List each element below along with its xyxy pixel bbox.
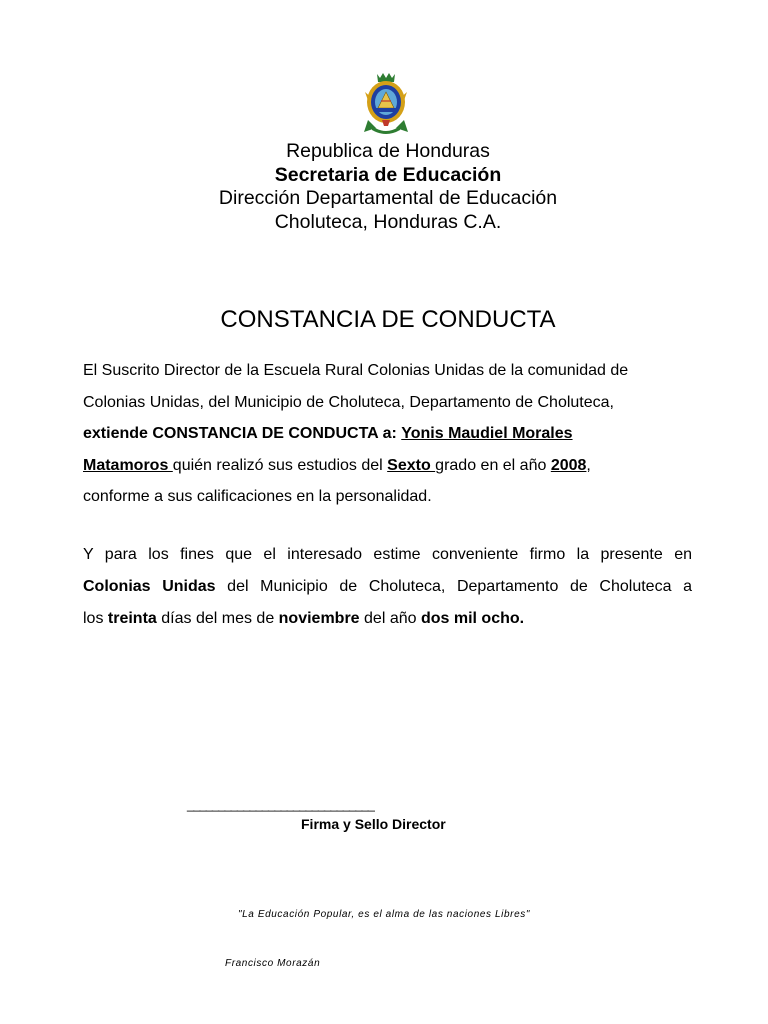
year-words: dos mil ocho. — [420, 610, 525, 627]
paragraph-line-2: Colonias Unidas, del Municipio de Choluteca, Departamento de Choluteca, — [83, 393, 614, 411]
city-line: Choluteca, Honduras C.A. — [274, 210, 502, 233]
signature-line: ______________________________ — [187, 797, 374, 812]
honduras-coat-of-arms-icon — [360, 70, 412, 136]
paragraph-line-4 — [83, 450, 693, 482]
signature-label: Firma y Sello Director — [301, 816, 446, 832]
letterhead — [0, 140, 768, 234]
paragraph-line-5: conforme a sus calificaciones en la personalidad. — [83, 488, 432, 505]
ministry-line: Secretaria de Educación — [274, 163, 502, 186]
certificate-paragraph — [83, 355, 693, 513]
quote-author: Francisco Morazán — [225, 958, 321, 969]
student-name-part2: Matamoros — [83, 456, 173, 474]
paragraph-line-1: El Suscrito Director de la Escuela Rural Colonias Unidas de la comunidad de — [83, 362, 629, 379]
closing-line-2 — [83, 571, 692, 603]
days-text: días del mes de — [156, 610, 279, 627]
department-line: Dirección Departamental de Educación — [218, 187, 558, 209]
extiende-text: extiende CONSTANCIA DE CONDUCTA a: — [83, 425, 397, 442]
document-title: CONSTANCIA DE CONDUCTA — [220, 306, 556, 333]
grade-value: Sexto — [387, 456, 436, 474]
studies-text: quién realizó sus estudios del — [172, 456, 388, 474]
year-label-text: grado en el año — [435, 456, 551, 474]
place-rest-text: del Municipio de Choluteca, Departamento de Choluteca a — [215, 578, 692, 595]
place-name: Colonias Unidas — [83, 578, 216, 595]
student-name-part1: Yonis Maudiel Morales — [401, 425, 573, 442]
comma: , — [586, 456, 591, 474]
closing-line-3 — [83, 603, 692, 635]
year-value: 2008 — [550, 456, 587, 474]
day-value: treinta — [107, 610, 157, 627]
closing-line-1: Y para los fines que el interesado estime conveniente firmo la presente en — [83, 546, 692, 563]
closing-paragraph — [83, 539, 692, 635]
country-line: Republica de Honduras — [286, 140, 490, 162]
footer-quote: "La Educación Popular, es el alma de las naciones Libres" — [237, 909, 530, 920]
paragraph-line-3 — [83, 418, 693, 450]
month-value: noviembre — [278, 610, 360, 627]
year-text: del año — [359, 610, 421, 627]
los-text: los — [83, 610, 108, 627]
